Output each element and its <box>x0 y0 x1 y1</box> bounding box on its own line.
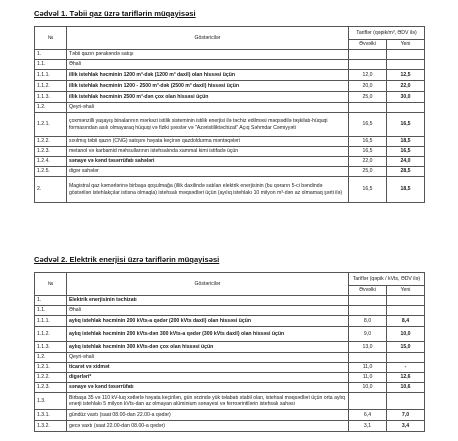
row-previous-tariff: 20,0 <box>349 81 387 92</box>
row-new-tariff: 15,0 <box>387 342 425 353</box>
row-new-tariff: 28,5 <box>387 167 425 177</box>
row-indicator: Qeyri-əhali <box>67 103 349 113</box>
row-number: 1.1. <box>35 60 67 70</box>
row-previous-tariff: 25,0 <box>349 167 387 177</box>
row-new-tariff: 10,0 <box>387 327 425 342</box>
table-row <box>35 50 425 60</box>
row-previous-tariff: 12,0 <box>349 70 387 81</box>
table2-caption: Cədvəl 2. Elektrik enerjisi üzrə tariflərin müqayisəsi <box>34 255 220 264</box>
row-new-tariff: 10,6 <box>387 383 425 393</box>
row-number: 1. <box>35 296 67 306</box>
row-new-tariff: 18,5 <box>387 177 425 203</box>
table-row <box>35 60 425 70</box>
table-row <box>35 373 425 383</box>
row-indicator: Təbii qazın pərakəndə satışı <box>67 50 349 60</box>
row-indicator: çoxmənzilli yaşayış binalarının mərkəzi istilik sisteminin istilik enerjisi ilə təchiz edilməsi məqsədilə təşkilatı-hüquqi formasından asılı olmayaraq hüquqi və fiziki şəxslər və "Azəristiliktəchizat" Açıq Səhmdar Cəmiyyəti <box>67 113 349 137</box>
row-number: 1.2.2. <box>35 137 67 147</box>
table-row <box>35 177 425 203</box>
row-previous-tariff <box>349 393 387 410</box>
row-new-tariff: 7,0 <box>387 410 425 421</box>
table1-caption: Cədvəl 1. Təbii qaz üzrə tariflərin müqayisəsi <box>34 9 196 18</box>
row-previous-tariff: 16,5 <box>349 177 387 203</box>
row-previous-tariff: 11,0 <box>349 373 387 383</box>
row-new-tariff <box>387 353 425 363</box>
row-new-tariff <box>387 393 425 410</box>
table-row <box>35 70 425 81</box>
row-previous-tariff: 11,0 <box>349 363 387 373</box>
row-number: 1. <box>35 50 67 60</box>
table-row <box>35 410 425 421</box>
row-new-tariff: 24,0 <box>387 157 425 167</box>
table-row <box>35 103 425 113</box>
row-previous-tariff: 16,5 <box>349 137 387 147</box>
row-number: 1.2.1. <box>35 113 67 137</box>
row-number: 1.1.1. <box>35 316 67 327</box>
row-number: 1.2. <box>35 103 67 113</box>
row-previous-tariff: 25,0 <box>349 92 387 103</box>
table-row <box>35 137 425 147</box>
row-previous-tariff <box>349 103 387 113</box>
row-indicator: illik istehlak həcminin 1200 m³-dək (1200 m³ daxil) olan hissəsi üçün <box>67 70 349 81</box>
row-indicator: aylıq istehlak həcminin 200 kVts-a qədər (200 kVts daxil) olan hissəsi üçün <box>67 316 349 327</box>
row-indicator: metanol və karbamid məhsullarının istehsalında xammal kimi istifadə üçün <box>67 147 349 157</box>
row-indicator: Elektrik enerjisinin təchizatı <box>67 296 349 306</box>
col-header-number: № <box>35 27 67 50</box>
table-row <box>35 363 425 373</box>
col-header-tariffs: Tariflər (qəpik / kVts, ƏDV ilə) <box>349 273 425 286</box>
table-row <box>35 327 425 342</box>
row-number: 1.1.1. <box>35 70 67 81</box>
row-number: 1.3.1. <box>35 410 67 421</box>
row-indicator: Birbaşa 35 və 110 kV-luq xətlərlə həyata keçirilən, gün ərzində yük təlabatı stabil olan, istehsal məqsədləri üçün orta aylıq enerji istehlakı 5 milyon kVts-dan az olmayan alüminium sənayesi və ferroərintilərin istehsalı sahəsi <box>67 393 349 410</box>
table-row <box>35 316 425 327</box>
table-row <box>35 147 425 157</box>
gas-tariff-table <box>34 26 425 203</box>
row-previous-tariff: 22,0 <box>349 157 387 167</box>
row-new-tariff: - <box>387 363 425 373</box>
col-header-indicators: Göstəricilər <box>67 27 349 50</box>
row-new-tariff <box>387 103 425 113</box>
row-number: 1.2.3. <box>35 383 67 393</box>
row-indicator: sıxılmış təbii qazın (CNG) satışını həyata keçirən qazdoldurma məntəqələri <box>67 137 349 147</box>
table-row <box>35 393 425 410</box>
row-previous-tariff: 8,0 <box>349 316 387 327</box>
row-number: 1.1.2. <box>35 81 67 92</box>
row-previous-tariff <box>349 306 387 316</box>
row-number: 1.1.3. <box>35 92 67 103</box>
table-row <box>35 383 425 393</box>
row-previous-tariff <box>349 353 387 363</box>
table-row <box>35 92 425 103</box>
row-indicator: Magistral qaz kəmərlərinə birbaşa qoşulmağa (illik daxilində satılan elektrik enerjisinin (bu qərarın 5-ci bəndində göstərilən istehlakçılar istisna olmaqla) istehsalı məqsədləri üçün (ayılıq istehlakı 10 milyon m³-dən az olmamaq şərti ilə) <box>67 177 349 203</box>
row-indicator: ticarət və xidmət <box>67 363 349 373</box>
row-previous-tariff: 3,1 <box>349 421 387 432</box>
table-row <box>35 157 425 167</box>
row-number: 1.2. <box>35 353 67 363</box>
row-new-tariff: 22,0 <box>387 81 425 92</box>
row-indicator: gecə vaxtı (saat 22.00-dan 08.00-a qədər) <box>67 421 349 432</box>
row-new-tariff <box>387 50 425 60</box>
row-indicator: sənaye və kənd təsərrüfatı <box>67 383 349 393</box>
row-number: 1.1. <box>35 306 67 316</box>
table-row <box>35 113 425 137</box>
row-indicator: sənaye və kənd təsərrüfatı sahələri <box>67 157 349 167</box>
table-row <box>35 342 425 353</box>
col-header-tariffs: Tariflər (qəpik/m³, ƏDV ilə) <box>349 27 425 40</box>
row-indicator: Əhali <box>67 306 349 316</box>
row-indicator: illik istehlak həcminin 1200 - 2500 m³-dək (2500 m³ daxil) hissəsi üçün <box>67 81 349 92</box>
row-indicator: digərləri* <box>67 373 349 383</box>
row-new-tariff: 12,6 <box>387 373 425 383</box>
row-previous-tariff: 16,5 <box>349 147 387 157</box>
row-new-tariff: 30,0 <box>387 92 425 103</box>
table-row <box>35 296 425 306</box>
row-indicator: gündüz vaxtı (saat 08.00-dan 22.00-a qədər) <box>67 410 349 421</box>
table-row <box>35 353 425 363</box>
row-new-tariff: 8,4 <box>387 316 425 327</box>
row-previous-tariff: 16,5 <box>349 113 387 137</box>
row-indicator: aylıq istehlak həcminin 200 kVts-dən 300 kVts-a qədər (300 kVts daxil) olan hissəsi üçün <box>67 327 349 342</box>
row-indicator: illik istehlak həcminin 2500 m³-dən çox olan hissəsi üçün <box>67 92 349 103</box>
row-number: 1.2.4. <box>35 157 67 167</box>
row-number: 1.2.2. <box>35 373 67 383</box>
row-previous-tariff: 10,0 <box>349 383 387 393</box>
row-previous-tariff: 9,0 <box>349 327 387 342</box>
col-header-indicators: Göstəricilər <box>67 273 349 296</box>
row-new-tariff: 18,5 <box>387 137 425 147</box>
row-indicator: digər sahələr <box>67 167 349 177</box>
table-row <box>35 81 425 92</box>
col-header-previous: Əvvəlki <box>349 40 387 50</box>
row-number: 1.3. <box>35 393 67 410</box>
row-new-tariff: 12,5 <box>387 70 425 81</box>
row-previous-tariff <box>349 296 387 306</box>
row-indicator: Əhali <box>67 60 349 70</box>
row-number: 1.1.2. <box>35 327 67 342</box>
row-new-tariff: 16,5 <box>387 113 425 137</box>
table-row <box>35 167 425 177</box>
row-indicator: Qeyri-əhali <box>67 353 349 363</box>
row-previous-tariff <box>349 50 387 60</box>
table-row <box>35 306 425 316</box>
row-new-tariff <box>387 296 425 306</box>
row-number: 1.3.2. <box>35 421 67 432</box>
row-number: 2. <box>35 177 67 203</box>
col-header-previous: Əvvəlki <box>349 286 387 296</box>
col-header-new: Yeni <box>387 286 425 296</box>
row-previous-tariff <box>349 60 387 70</box>
row-new-tariff <box>387 60 425 70</box>
row-indicator: aylıq istehlak həcminin 300 kVts-dən çox olan hissəsi üçün <box>67 342 349 353</box>
row-new-tariff <box>387 306 425 316</box>
table-row <box>35 421 425 432</box>
row-previous-tariff: 6,4 <box>349 410 387 421</box>
row-number: 1.1.3. <box>35 342 67 353</box>
row-previous-tariff: 13,0 <box>349 342 387 353</box>
row-number: 1.2.3. <box>35 147 67 157</box>
col-header-number: № <box>35 273 67 296</box>
row-new-tariff: 16,5 <box>387 147 425 157</box>
col-header-new: Yeni <box>387 40 425 50</box>
row-number: 1.2.1. <box>35 363 67 373</box>
electricity-tariff-table <box>34 272 425 432</box>
row-number: 1.2.5. <box>35 167 67 177</box>
row-new-tariff: 3,4 <box>387 421 425 432</box>
